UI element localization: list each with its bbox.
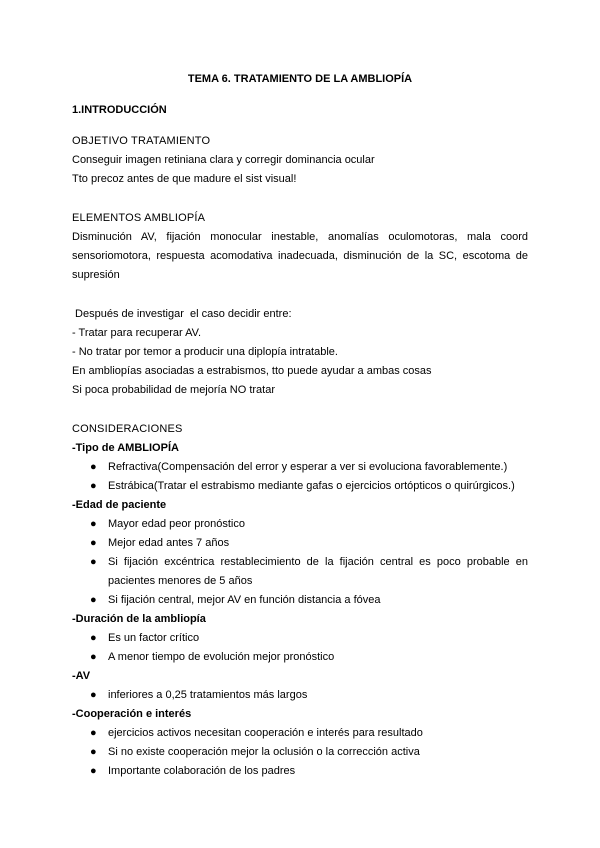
list-item-text: A menor tiempo de evolución mejor pronóstico	[108, 651, 335, 663]
list-item-text: Mejor edad antes 7 años	[108, 537, 230, 549]
spacer	[72, 89, 528, 101]
spacer	[72, 120, 528, 132]
spacer	[72, 400, 528, 420]
group-title-tipo: -Tipo de AMBLIOPÍA	[72, 442, 179, 454]
list-item	[90, 553, 528, 591]
bullet-icon: ●	[90, 594, 97, 606]
bullet-icon: ●	[90, 632, 97, 644]
list-item	[90, 762, 528, 781]
list-item	[90, 591, 528, 610]
bullet-list	[72, 686, 528, 705]
spacer	[72, 285, 528, 305]
intro-heading: 1.INTRODUCCIÓN	[72, 104, 167, 116]
decision-line: - No tratar por temor a producir una diplopía intratable.	[72, 346, 338, 358]
list-item-text: Si no existe cooperación mejor la oclusión o la corrección activa	[108, 746, 420, 758]
list-item-text: inferiores a 0,25 tratamientos más largos	[108, 689, 308, 701]
bullet-icon: ●	[90, 518, 97, 530]
list-item	[90, 477, 528, 496]
bullet-list	[72, 515, 528, 610]
decision-line: Si poca probabilidad de mejoría NO tratar	[72, 384, 275, 396]
consideraciones-heading: CONSIDERACIONES	[72, 423, 183, 435]
decision-line: - Tratar para recuperar AV.	[72, 327, 202, 339]
document-title: TEMA 6. TRATAMIENTO DE LA AMBLIOPÍA	[187, 73, 413, 85]
group-title-cooperacion: -Cooperación e interés	[72, 708, 192, 720]
spacer	[72, 189, 528, 209]
bullet-icon: ●	[90, 765, 97, 777]
decision-line: En ambliopías asociadas a estrabismos, tto puede ayudar a ambas cosas	[72, 365, 432, 377]
list-item	[90, 724, 528, 743]
elementos-paragraph: Disminución AV, fijación monocular inestable, anomalías oculomotoras, mala coord sensoriomotora, respuesta acomodativa inadecuada, disminución de la SC, escotoma de supresión	[72, 231, 528, 281]
list-item	[90, 743, 528, 762]
bullet-icon: ●	[90, 461, 97, 473]
bullet-icon: ●	[90, 727, 97, 739]
elementos-heading: ELEMENTOS AMBLIOPÍA	[72, 212, 206, 224]
list-item-text: Refractiva(Compensación del error y esperar a ver si evoluciona favorablemente.)	[108, 461, 508, 473]
bullet-list	[72, 724, 528, 781]
bullet-icon: ●	[90, 651, 97, 663]
objetivo-heading: OBJETIVO TRATAMIENTO	[72, 135, 211, 147]
list-item-text: Importante colaboración de los padres	[108, 765, 296, 777]
bullet-icon: ●	[90, 537, 97, 549]
decision-line: Después de investigar el caso decidir entre:	[72, 308, 292, 320]
group-title-av: -AV	[72, 670, 91, 682]
list-item	[90, 515, 528, 534]
list-item	[90, 648, 528, 667]
list-item	[90, 534, 528, 553]
bullet-list	[72, 629, 528, 667]
bullet-list	[72, 458, 528, 496]
list-item-text: Si fijación central, mejor AV en función distancia a fóvea	[108, 594, 381, 606]
group-title-edad: -Edad de paciente	[72, 499, 167, 511]
group-title-duracion: -Duración de la ambliopía	[72, 613, 206, 625]
list-item-text: Si fijación excéntrica restablecimiento de la fijación central es poco probable en pacientes menores de 5 años	[108, 556, 528, 587]
objetivo-line: Conseguir imagen retiniana clara y corregir dominancia ocular	[72, 154, 375, 166]
list-item-text: ejercicios activos necesitan cooperación e interés para resultado	[108, 727, 423, 739]
list-item	[90, 686, 528, 705]
objetivo-line: Tto precoz antes de que madure el sist visual!	[72, 173, 297, 185]
list-item-text: Es un factor crítico	[108, 632, 200, 644]
bullet-icon: ●	[90, 689, 97, 701]
bullet-icon: ●	[90, 746, 97, 758]
bullet-icon: ●	[90, 556, 97, 568]
list-item-text: Mayor edad peor pronóstico	[108, 518, 245, 530]
bullet-icon: ●	[90, 480, 97, 492]
list-item	[90, 458, 528, 477]
list-item-text: Estrábica(Tratar el estrabismo mediante gafas o ejercicios ortópticos o quirúrgicos.)	[108, 480, 515, 492]
list-item	[90, 629, 528, 648]
